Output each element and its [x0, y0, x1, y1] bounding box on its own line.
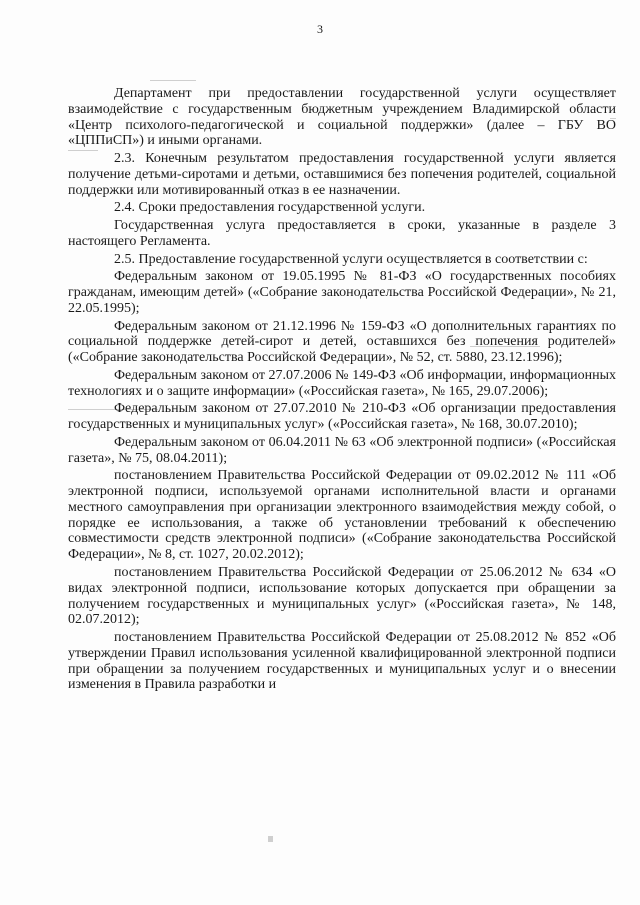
- paragraph: Федеральным законом от 06.04.2011 № 63 «Об электронной подписи» («Российская газета», № 75, 08.04.2011);: [68, 434, 616, 466]
- document-body: [68, 86, 616, 693]
- paragraph: постановлением Правительства Российской Федерации от 25.06.2012 № 634 «О видах электронной подписи, использование которых допускается при обращении за получением государственных и муниципальных услуг» («Российская газета», № 148, 02.07.2012);: [68, 564, 616, 628]
- paragraph: Федеральным законом от 27.07.2010 № 210-ФЗ «Об организации предоставления государственных и муниципальных услуг» («Российская газета», № 168, 30.07.2010);: [68, 401, 616, 433]
- page-number: 3: [317, 22, 323, 36]
- paragraph: Федеральным законом от 27.07.2006 № 149-ФЗ «Об информации, информационных технологиях и о защите информации» («Российская газета», № 165, 29.07.2006);: [68, 367, 616, 399]
- paragraph: 2.3. Конечным результатом предоставления государственной услуги является получение детьми-сиротами и детьми, оставшимися без попечения родителей, социальной поддержки или мотивированный отказ в ее назначении.: [68, 151, 616, 198]
- paragraph: постановлением Правительства Российской Федерации от 25.08.2012 № 852 «Об утверждении Правил использования усиленной квалифицированной электронной подписи при обращении за получением государственных и муниципальных услуг и о внесении изменения в Правила разработки и: [68, 629, 616, 693]
- paragraph: постановлением Правительства Российской Федерации от 09.02.2012 № 111 «Об электронной подписи, используемой органами исполнительной власти и органами местного самоуправления при организации электронного взаимодействия между собой, о порядке ее использования, а также об установлении требований к обеспечению совместимости средств электронной подписи» («Собрание законодательства Российской Федерации», № 8, ст. 1027, 20.02.2012);: [68, 468, 616, 563]
- paragraph: 2.4. Сроки предоставления государственной услуги.: [114, 200, 426, 216]
- scan-mark: [268, 836, 273, 842]
- scan-mark: [150, 80, 196, 81]
- paragraph: Государственная услуга предоставляется в сроки, указанные в разделе 3 настоящего Регламента.: [68, 218, 616, 249]
- paragraph: Федеральным законом от 21.12.1996 № 159-ФЗ «О дополнительных гарантиях по социальной поддержке детей-сирот и детей, оставшихся без попечения родителей» («Собрание законодательства Российской Федерации», № 52, ст. 5880, 23.12.1996);: [68, 318, 616, 366]
- paragraph: Департамент при предоставлении государственной услуги осуществляет взаимодействие с государственным бюджетным учреждением Владимирской области «Центр психолого-педагогической и социальной поддержки» (далее – ГБУ ВО «ЦППиСП») и иными органами.: [68, 86, 616, 149]
- paragraph: 2.5. Предоставление государственной услуги осуществляется в соответствии с:: [114, 251, 588, 267]
- paragraph: Федеральным законом от 19.05.1995 № 81-ФЗ «О государственных пособиях гражданам, имеющим детей» («Собрание законодательства Российской Федерации», № 21, 22.05.1995);: [68, 269, 616, 316]
